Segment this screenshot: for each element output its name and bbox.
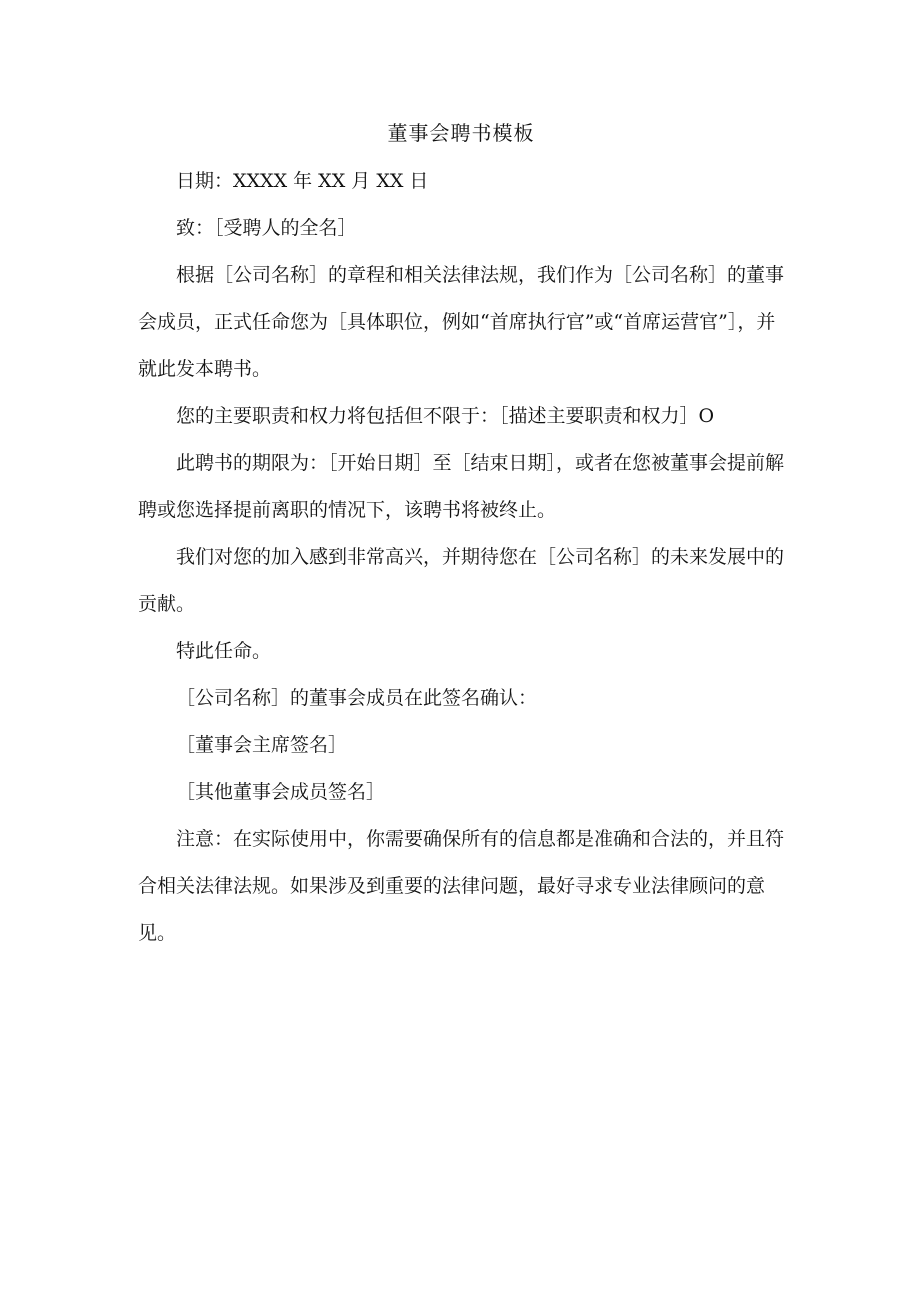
appointment-paragraph: 根据［公司名称］的章程和相关法律法规，我们作为［公司名称］的董事会成员，正式任命您为［具体职位，例如“首席执行官”或“首席运营官”］，并就此发本聘书。 (138, 264, 785, 380)
signature-members: ［其他董事会成员签名］ (176, 781, 386, 803)
document-title: 董事会聘书模板 (387, 121, 535, 145)
date-line: 日期：XXXX 年 XX 月 XX 日 (176, 170, 429, 192)
signature-intro: ［公司名称］的董事会成员在此签名确认： (176, 687, 538, 709)
term-paragraph: 此聘书的期限为：［开始日期］至［结束日期］，或者在您被董事会提前解聘或您选择提前离职的情况下，该聘书将被终止。 (138, 452, 785, 521)
duties-paragraph: 您的主要职责和权力将包括但不限于：［描述主要职责和权力］O (176, 405, 715, 427)
signature-chairman: ［董事会主席签名］ (176, 734, 348, 756)
recipient-line: 致：［受聘人的全名］ (176, 217, 357, 239)
document-body (138, 112, 784, 957)
appointment-statement: 特此任命。 (176, 640, 272, 662)
welcome-paragraph: 我们对您的加入感到非常高兴，并期待您在［公司名称］的未来发展中的贡献。 (138, 546, 785, 615)
note-paragraph: 注意：在实际使用中，你需要确保所有的信息都是准确和合法的，并且符合相关法律法规。如果涉及到重要的法律问题，最好寻求专业法律顾问的意见。 (138, 828, 785, 944)
